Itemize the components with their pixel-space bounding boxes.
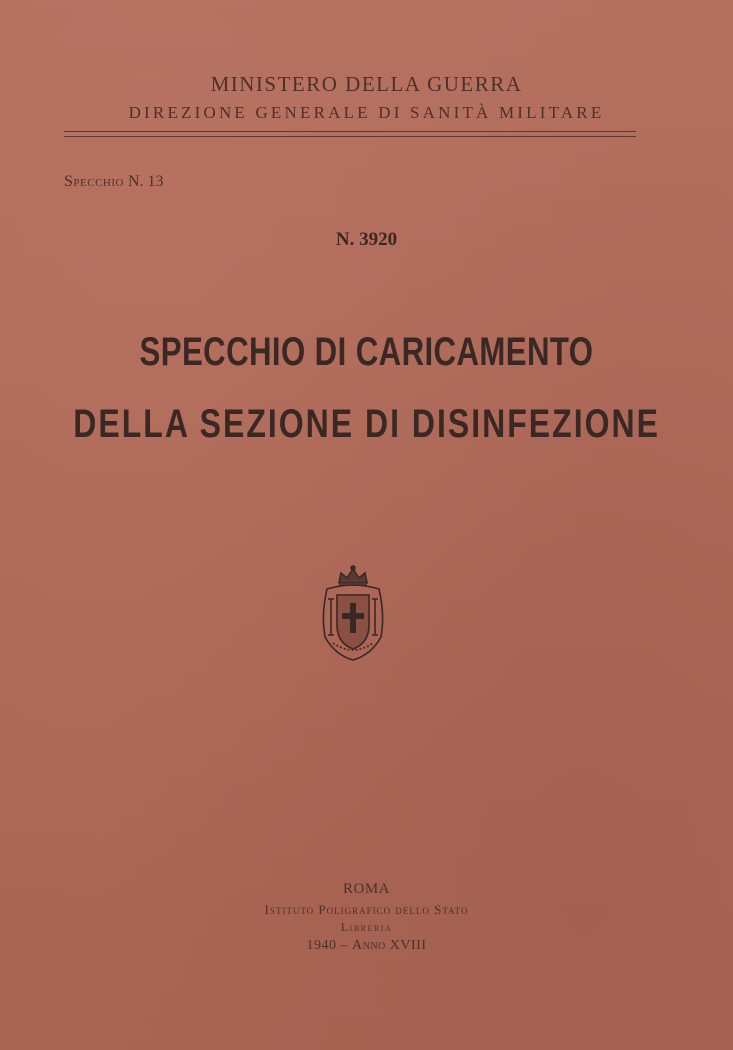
specchio-value: N. 13 [127,173,164,190]
ministry-heading: MINISTERO DELLA GUERRA [210,72,523,96]
imprint-department: Libreria [340,920,393,934]
imprint-anno-number: XVIII [389,938,427,953]
document-number: N. 3920 [335,229,398,250]
imprint-city: ROMA [342,881,390,897]
title-line-2: DELLA SEZIONE DI DISINFEZIONE [73,402,660,446]
title-line-1: SPECCHIO DI CARICAMENTO [139,330,594,374]
imprint-publisher: Istituto Poligrafico dello Stato [264,902,469,917]
imprint-year: 1940 [306,938,337,953]
direzione-heading: DIREZIONE GENERALE DI SANITÀ MILITARE [128,103,605,122]
header-rule-top [64,131,636,132]
specchio-label: Specchio [64,173,124,190]
imprint-anno-label: Anno [352,938,386,953]
coat-of-arms-icon [313,565,393,663]
header-rule-bottom [64,136,636,137]
specchio-number [64,173,164,191]
imprint-year-line [0,938,733,954]
imprint-separator: – [340,938,348,953]
